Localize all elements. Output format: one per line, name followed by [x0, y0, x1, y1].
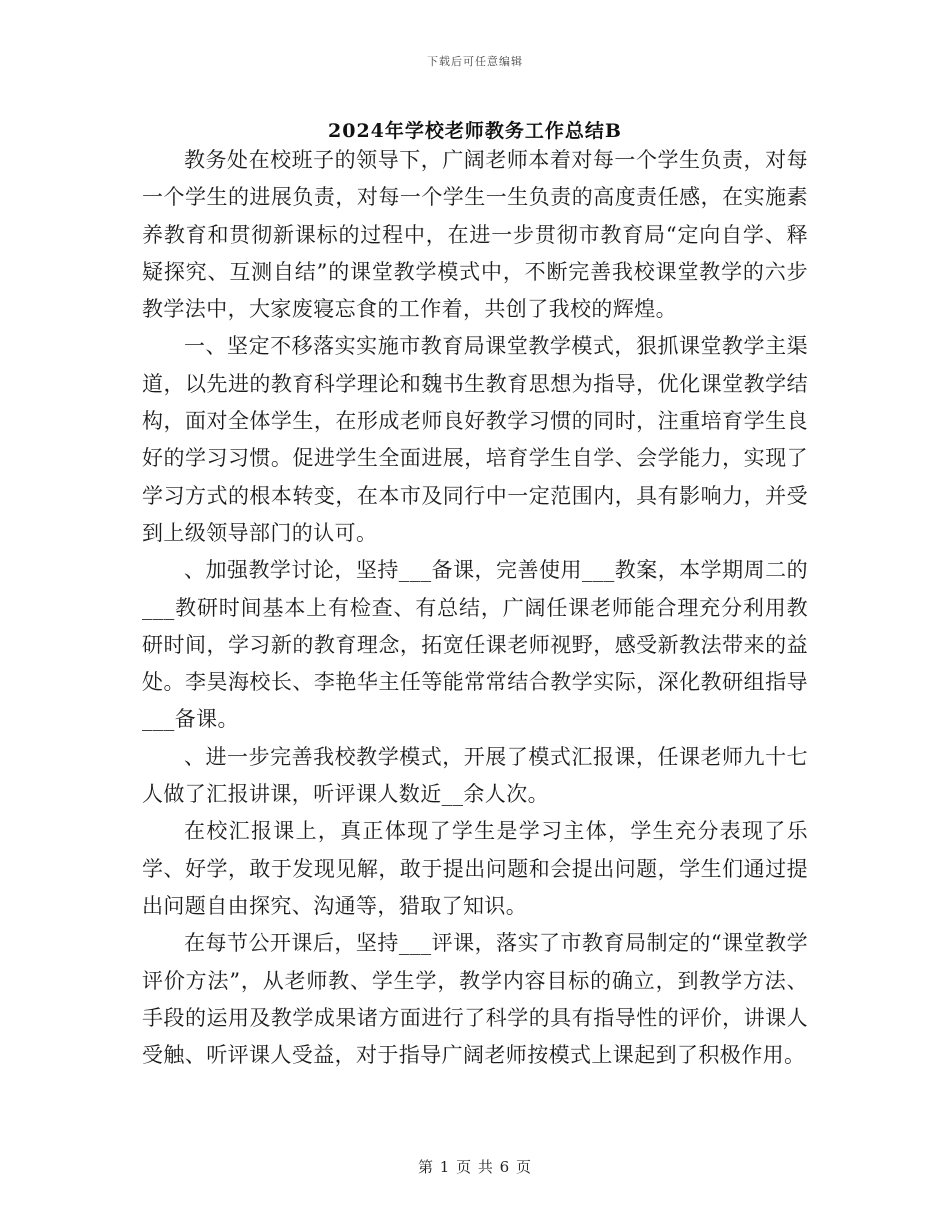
document-body [142, 142, 808, 1074]
header-note: 下载后可任意编辑 [427, 55, 523, 68]
paragraph-section-2: 、加强教学讨论，坚持___备课，完善使用___教案，本学期周二的___教研时间基本上有检查、有总结，广阔任课老师能合理充分利用教研时间，学习新的教育理念，拓宽任课老师视野，感受新教法带来的益处。李昊海校长、李艳华主任等能常常结合教学实际，深化教研组指导___备课。 [142, 558, 808, 732]
paragraph-section-1: 一、坚定不移落实实施市教育局课堂教学模式，狠抓课堂教学主渠道，以先进的教育科学理论和魏书生教育思想为指导，优化课堂教学结构，面对全体学生，在形成老师良好教学习惯的同时，注重培育学生良好的学习习惯。促进学生全面进展，培育学生自学、会学能力，实现了学习方式的根本转变，在本市及同行中一定范围内，具有影响力，并受到上级领导部门的认可。 [142, 334, 808, 545]
page-number: 第 1 页 共 6 页 [418, 1158, 532, 1176]
paragraph-report-lessons: 在校汇报课上，真正体现了学生是学习主体，学生充分表现了乐学、好学，敢于发现见解，敢于提出问题和会提出问题，学生们通过提出问题自由探究、沟通等，猎取了知识。 [142, 819, 808, 918]
document-title: 2024年学校老师教务工作总结B [328, 120, 622, 142]
paragraph-intro: 教务处在校班子的领导下，广阔老师本着对每一个学生负责，对每一个学生的进展负责，对每一个学生一生负责的高度责任感，在实施素养教育和贯彻新课标的过程中，在进一步贯彻市教育局“定向自学、释疑探究、互测自结”的课堂教学模式中，不断完善我校课堂教学的六步教学法中，大家废寝忘食的工作着，共创了我校的辉煌。 [142, 148, 808, 322]
paragraph-evaluation: 在每节公开课后，坚持___评课，落实了市教育局制定的“课堂教学评价方法”，从老师教、学生学，教学内容目标的确立，到教学方法、手段的运用及教学成果诸方面进行了科学的具有指导性的评价，讲课人受触、听评课人受益，对于指导广阔老师按模式上课起到了积极作用。 [142, 931, 808, 1068]
paragraph-section-3: 、进一步完善我校教学模式，开展了模式汇报课，任课老师九十七人做了汇报讲课，听评课人数近__余人次。 [142, 744, 808, 807]
